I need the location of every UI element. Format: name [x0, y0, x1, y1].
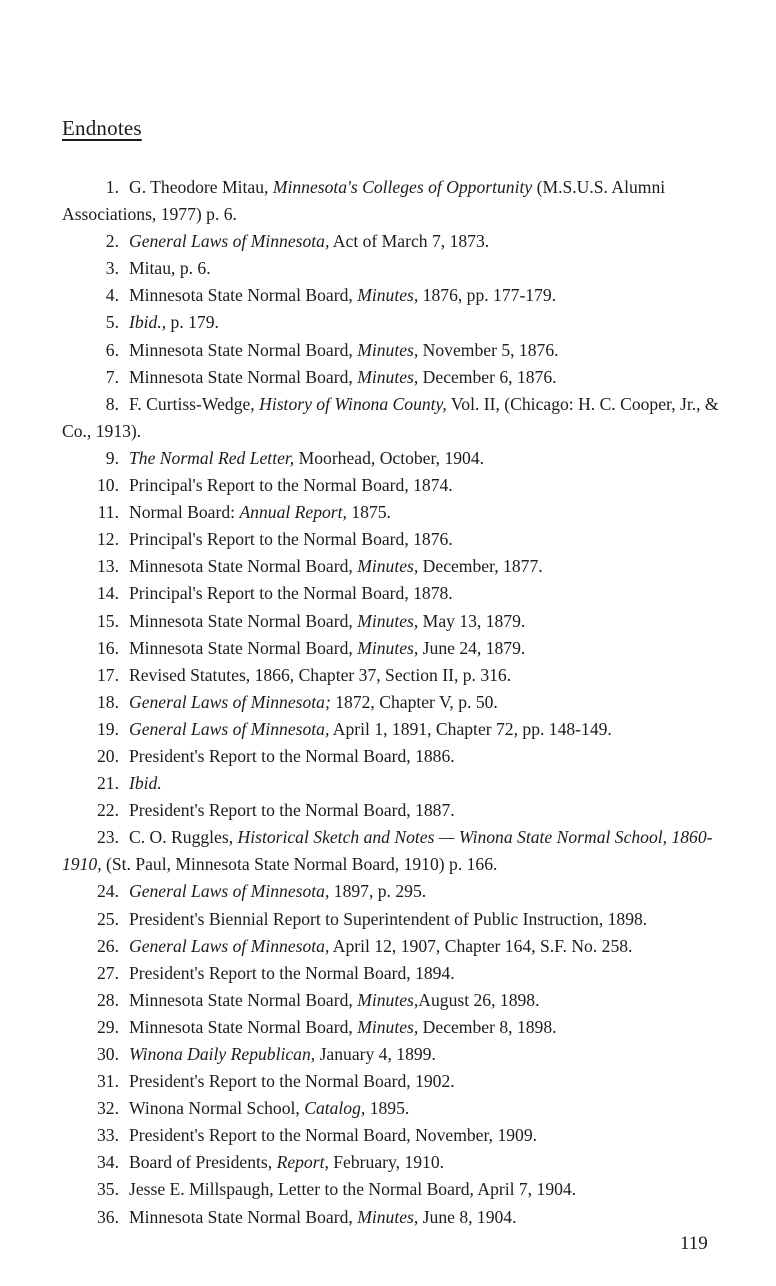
endnote-text: April 1, 1891, Chapter 72, pp. 148-149.	[329, 718, 612, 739]
endnote-item	[62, 1149, 728, 1176]
endnote-number: 33.	[97, 1125, 119, 1146]
endnote-title: Minutes,	[357, 366, 419, 387]
endnote-text: Principal's Report to the Normal Board, 1878.	[129, 583, 453, 604]
endnote-title: Minutes,	[357, 556, 419, 577]
endnote-item	[62, 662, 728, 689]
endnote-item	[62, 499, 728, 526]
endnote-item	[62, 689, 728, 716]
endnote-text: Board of Presidents,	[129, 1152, 277, 1173]
endnote-number: 28.	[97, 989, 119, 1010]
endnote-item	[62, 445, 728, 472]
endnote-number: 11.	[97, 502, 119, 523]
endnote-number: 7.	[105, 366, 119, 387]
endnote-item	[62, 526, 728, 553]
endnote-title: Minutes,	[357, 610, 419, 631]
endnote-title: History of Winona County,	[259, 393, 447, 414]
endnote-title: General Laws of Minnesota,	[129, 935, 330, 956]
endnote-title: Winona Daily Republican,	[129, 1044, 316, 1064]
endnote-item	[62, 878, 728, 905]
endnote-text: 1876, pp. 177-179.	[418, 285, 557, 306]
endnote-number: 8.	[105, 393, 119, 414]
endnote-text: President's Report to the Normal Board, 1887.	[129, 800, 455, 821]
endnote-text: 1897, p. 295.	[329, 881, 427, 902]
endnote-title: Report,	[276, 1152, 329, 1173]
endnote-title: General Laws of Minnesota;	[129, 691, 331, 712]
endnote-title: Ibid.	[129, 773, 162, 794]
endnote-title: Catalog,	[304, 1098, 366, 1119]
endnote-title: Historical Sketch and Notes — Winona State Normal School, 1860-1910,	[62, 827, 713, 875]
endnote-item	[62, 174, 728, 228]
endnote-item	[62, 391, 728, 445]
endnote-text: President's Report to the Normal Board, 1902.	[129, 1071, 455, 1092]
endnote-text: (M.S.U.S. Alumni Associations, 1977) p. 6.	[62, 177, 666, 225]
endnote-text: 1872, Chapter V, p. 50.	[330, 691, 498, 712]
endnote-item	[62, 255, 728, 282]
endnote-number: 10.	[97, 475, 119, 496]
endnote-item	[62, 282, 728, 309]
endnote-item	[62, 337, 728, 364]
endnote-item	[62, 960, 728, 987]
endnote-number: 17.	[97, 664, 119, 685]
endnote-title: Minutes,	[357, 989, 419, 1010]
endnote-text: Normal Board:	[129, 502, 240, 523]
endnote-item	[62, 309, 728, 336]
endnote-text: Jesse E. Millspaugh, Letter to the Normal Board, April 7, 1904.	[129, 1179, 577, 1200]
endnote-number: 19.	[97, 718, 119, 739]
endnote-text: Act of March 7, 1873.	[329, 231, 490, 252]
endnote-text: May 13, 1879.	[418, 610, 526, 631]
endnote-number: 14.	[97, 583, 119, 604]
endnote-number: 16.	[97, 637, 119, 658]
endnote-text: Winona Normal School,	[129, 1098, 305, 1119]
endnote-number: 23.	[97, 827, 119, 848]
endnote-title: Minutes,	[357, 1016, 419, 1037]
endnote-text: June 24, 1879.	[418, 637, 526, 658]
endnote-number: 6.	[105, 339, 119, 360]
endnote-title: Minutes,	[357, 637, 419, 658]
endnotes-list	[62, 174, 728, 1231]
endnote-number: 26.	[97, 935, 119, 956]
endnote-item	[62, 824, 728, 878]
endnote-item	[62, 716, 728, 743]
endnote-text: President's Report to the Normal Board, November, 1909.	[129, 1125, 538, 1146]
endnote-number: 29.	[97, 1016, 119, 1037]
endnote-number: 36.	[97, 1206, 119, 1227]
endnote-text: C. O. Ruggles,	[129, 827, 238, 848]
endnote-item	[62, 1014, 728, 1041]
endnote-text: Vol. II, (Chicago: H. C. Cooper, Jr., & Co., 1913).	[62, 393, 719, 441]
endnote-item	[62, 770, 728, 797]
endnote-text: President's Report to the Normal Board, 1886.	[129, 745, 455, 766]
endnote-item	[62, 553, 728, 580]
endnote-number: 31.	[97, 1071, 119, 1092]
endnote-number: 5.	[105, 312, 119, 333]
endnote-text: Minnesota State Normal Board,	[129, 366, 358, 387]
endnote-title: General Laws of Minnesota,	[129, 718, 330, 739]
endnote-text: Minnesota State Normal Board,	[129, 610, 358, 631]
endnote-number: 24.	[97, 881, 119, 902]
endnote-item	[62, 364, 728, 391]
endnote-item	[62, 228, 728, 255]
endnote-number: 13.	[97, 556, 119, 577]
endnote-text: Minnesota State Normal Board,	[129, 1206, 358, 1227]
endnote-item	[62, 1122, 728, 1149]
endnote-number: 30.	[97, 1044, 119, 1064]
endnote-number: 32.	[97, 1098, 119, 1119]
endnote-text: Minnesota State Normal Board,	[129, 556, 358, 577]
endnote-item	[62, 743, 728, 770]
endnote-number: 4.	[105, 285, 119, 306]
endnote-title: Ibid.,	[129, 312, 167, 333]
endnote-text: December 6, 1876.	[418, 366, 557, 387]
endnote-number: 34.	[97, 1152, 119, 1173]
endnote-item	[62, 1041, 728, 1068]
endnote-number: 15.	[97, 610, 119, 631]
endnote-text: Minnesota State Normal Board,	[129, 637, 358, 658]
endnote-number: 9.	[105, 447, 119, 468]
endnote-text: Minnesota State Normal Board,	[129, 1016, 358, 1037]
endnote-text: 1875.	[346, 502, 391, 523]
endnote-text: Minnesota State Normal Board,	[129, 285, 358, 306]
endnote-item	[62, 1176, 728, 1203]
endnote-text: Mitau, p. 6.	[129, 258, 211, 279]
endnote-title: The Normal Red Letter,	[129, 447, 295, 468]
endnote-text: F. Curtiss-Wedge,	[129, 393, 260, 414]
endnote-title: Annual Report,	[239, 502, 347, 523]
endnote-text: Minnesota State Normal Board,	[129, 339, 358, 360]
endnote-item	[62, 635, 728, 662]
endnote-number: 1.	[105, 177, 119, 197]
endnote-number: 25.	[97, 908, 119, 929]
endnote-item	[62, 472, 728, 499]
endnote-text: President's Report to the Normal Board, 1894.	[129, 962, 455, 983]
page-number: 119	[680, 1233, 708, 1254]
endnote-item	[62, 608, 728, 635]
endnote-item	[62, 797, 728, 824]
endnote-text: August 26, 1898.	[418, 989, 540, 1010]
endnote-item	[62, 906, 728, 933]
endnote-text: January 4, 1899.	[315, 1044, 436, 1064]
endnote-number: 35.	[97, 1179, 119, 1200]
endnote-text: December 8, 1898.	[418, 1016, 557, 1037]
endnote-text: (St. Paul, Minnesota State Normal Board, 1910) p. 166.	[101, 854, 498, 875]
endnote-text: 1895.	[365, 1098, 410, 1119]
endnote-text: Revised Statutes, 1866, Chapter 37, Section II, p. 316.	[129, 664, 512, 685]
endnote-text: December, 1877.	[418, 556, 543, 577]
endnote-number: 21.	[97, 773, 119, 794]
endnote-text: April 12, 1907, Chapter 164, S.F. No. 258.	[329, 935, 633, 956]
endnote-title: Minutes,	[357, 285, 419, 306]
endnote-text: p. 179.	[166, 312, 219, 333]
endnote-number: 27.	[97, 962, 119, 983]
endnote-item	[62, 1204, 728, 1231]
endnote-text: G. Theodore Mitau,	[129, 177, 273, 197]
endnote-text: Minnesota State Normal Board,	[129, 989, 358, 1010]
endnote-title: Minutes,	[357, 1206, 419, 1227]
endnote-text: February, 1910.	[328, 1152, 445, 1173]
endnote-number: 20.	[97, 745, 119, 766]
endnote-item	[62, 987, 728, 1014]
endnote-text: Principal's Report to the Normal Board, 1876.	[129, 529, 453, 550]
endnote-number: 3.	[105, 258, 119, 279]
endnote-text: President's Biennial Report to Superintendent of Public Instruction, 1898.	[129, 908, 648, 929]
endnote-title: Minnesota's Colleges of Opportunity	[272, 177, 533, 197]
section-heading: Endnotes	[62, 116, 142, 140]
endnote-item	[62, 580, 728, 607]
endnote-title: General Laws of Minnesota,	[129, 231, 330, 252]
endnote-item	[62, 1095, 728, 1122]
endnote-title: Minutes,	[357, 339, 419, 360]
endnote-number: 12.	[97, 529, 119, 550]
endnote-number: 18.	[97, 691, 119, 712]
endnote-text: Principal's Report to the Normal Board, 1874.	[129, 475, 453, 496]
endnote-text: November 5, 1876.	[418, 339, 559, 360]
endnote-item	[62, 1068, 728, 1095]
endnote-item	[62, 933, 728, 960]
endnote-title: General Laws of Minnesota,	[129, 881, 330, 902]
endnote-number: 2.	[105, 231, 119, 252]
endnote-text: Moorhead, October, 1904.	[294, 447, 485, 468]
endnote-text: June 8, 1904.	[418, 1206, 517, 1227]
endnote-number: 22.	[97, 800, 119, 821]
